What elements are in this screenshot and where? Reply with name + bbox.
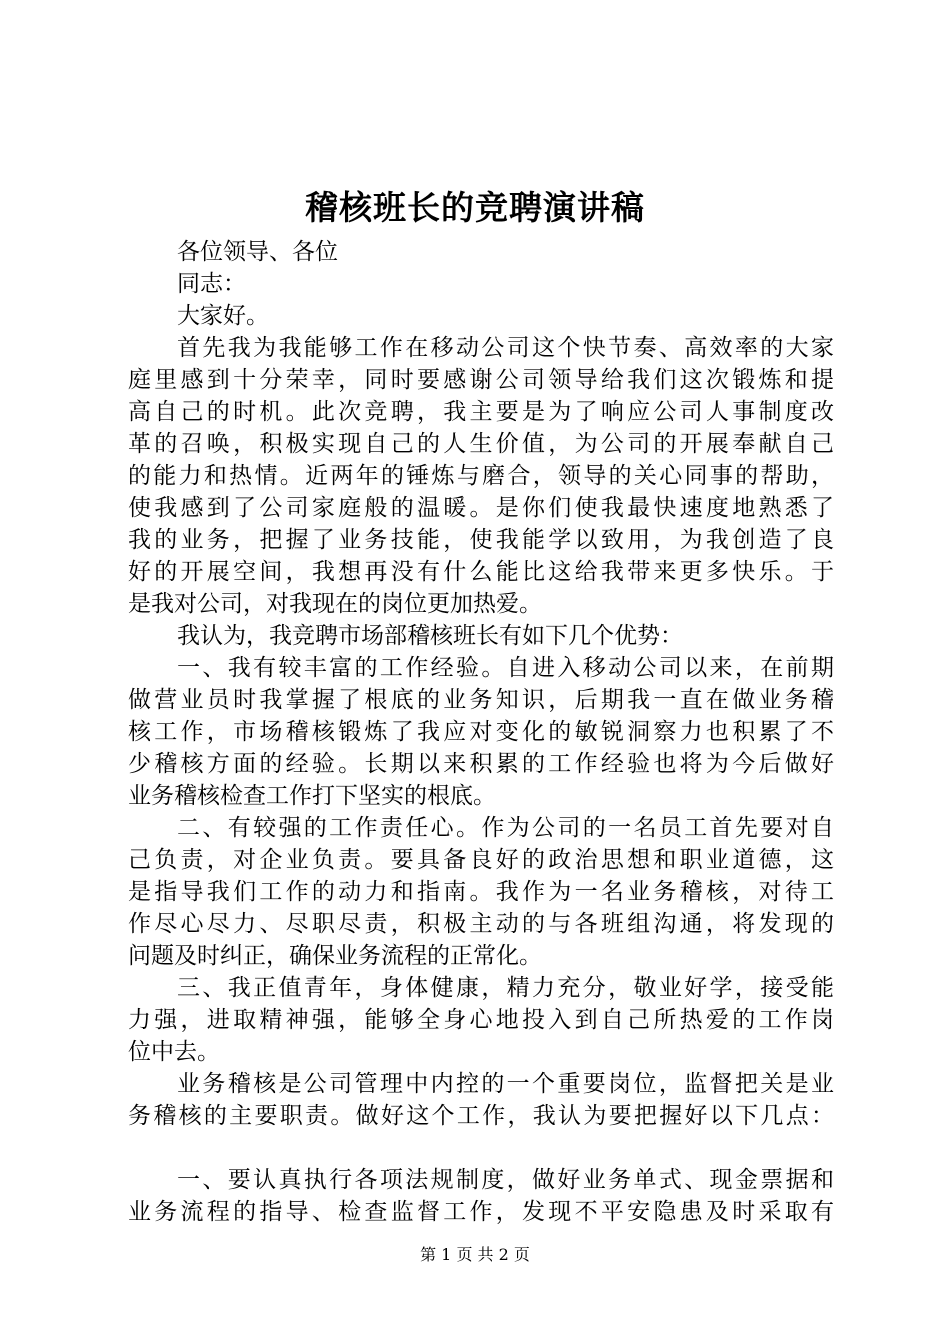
text-line: 业务流程的指导、检查监督工作，发现不平安隐患及时采取有 <box>128 1199 834 1225</box>
text-line: 我认为，我竞聘市场部稽核班长有如下几个优势： <box>177 623 683 649</box>
text-line: 己负责，对企业负责。要具备良好的政治思想和职业道德，这 <box>128 847 834 873</box>
blank-line <box>128 1132 834 1164</box>
text-line: 作尽心尽力、尽职尽责，积极主动的与各班组沟通，将发现的 <box>128 911 834 937</box>
text-line: 少稽核方面的经验。长期以来积累的工作经验也将为今后做好 <box>128 751 834 777</box>
text-line: 革的召唤，积极实现自己的人生价值，为公司的开展奉献自己 <box>128 431 834 457</box>
text-line: 我的业务，把握了业务技能，使我能学以致用，为我创造了良 <box>128 527 834 553</box>
document-title: 稽核班长的竞聘演讲稿 <box>305 188 645 227</box>
text-line: 核工作，市场稽核锻炼了我应对变化的敏锐洞察力也积累了不 <box>128 719 834 745</box>
text-line: 业务稽核是公司管理中内控的一个重要岗位，监督把关是业 <box>177 1071 834 1097</box>
text-line: 务稽核的主要职责。做好这个工作，我认为要把握好以下几点： <box>128 1103 834 1129</box>
text-line: 一、我有较丰富的工作经验。自进入移动公司以来，在前期 <box>177 655 834 681</box>
text-line: 位中去。 <box>128 1039 220 1065</box>
page-footer: 第 1 页 共 2 页 <box>420 1245 530 1264</box>
text-line: 高自己的时机。此次竞聘，我主要是为了响应公司人事制度改 <box>128 399 834 425</box>
text-line: 的能力和热情。近两年的锤炼与磨合，领导的关心同事的帮助， <box>128 463 834 489</box>
document-body <box>128 236 834 1228</box>
text-line: 使我感到了公司家庭般的温暖。是你们使我最快速度地熟悉了 <box>128 495 834 521</box>
text-line: 业务稽核检查工作打下坚实的根底。 <box>128 783 496 809</box>
text-line: 二、有较强的工作责任心。作为公司的一名员工首先要对自 <box>177 815 834 841</box>
text-line: 是我对公司，对我现在的岗位更加热爱。 <box>128 591 542 617</box>
text-line: 大家好。 <box>177 303 269 329</box>
text-line: 首先我为我能够工作在移动公司这个快节奏、高效率的大家 <box>177 335 834 361</box>
text-line: 庭里感到十分荣幸，同时要感谢公司领导给我们这次锻炼和提 <box>128 367 834 393</box>
text-line: 各位领导、各位 <box>177 239 338 265</box>
text-line: 问题及时纠正，确保业务流程的正常化。 <box>128 943 542 969</box>
text-line: 三、我正值青年，身体健康，精力充分，敬业好学，接受能 <box>177 975 834 1001</box>
text-line: 做营业员时我掌握了根底的业务知识，后期我一直在做业务稽 <box>128 687 834 713</box>
text-line: 是指导我们工作的动力和指南。我作为一名业务稽核，对待工 <box>128 879 834 905</box>
text-line: 力强，进取精神强，能够全身心地投入到自己所热爱的工作岗 <box>128 1007 834 1033</box>
text-line: 一、要认真执行各项法规制度，做好业务单式、现金票据和 <box>177 1167 834 1193</box>
text-line: 同志： <box>177 271 246 297</box>
text-line: 好的开展空间，我想再没有什么能比这给我带来更多快乐。于 <box>128 559 834 585</box>
